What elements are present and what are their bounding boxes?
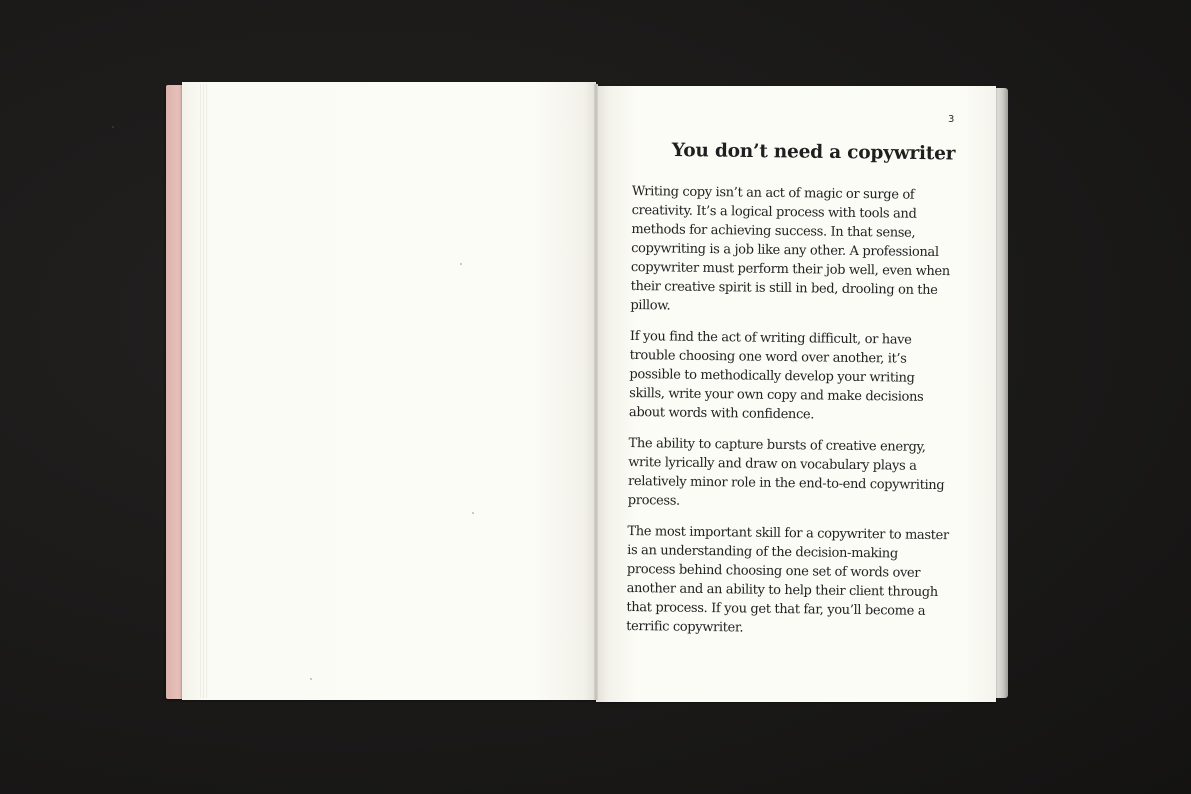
left-page-blank [182,82,596,700]
paper-speck [472,512,474,514]
page-number: 3 [948,114,955,125]
paragraph-1: Writing copy isn’t an act of magic or surge of creativity. It’s a logical process with tools and methods for achieving success. In that sense, copywriting is a job like any other. A professional copywriter must perform their job well, even when their creative spirit is still in bed, drooling on the pillow. [630,183,950,314]
paper-speck [310,678,312,680]
paragraph-3: The ability to capture bursts of creative energy, write lyrically and draw on vocabulary plays a relatively minor role in the end-to-end copywriting process. [627,435,945,509]
left-page-edges [200,84,208,698]
paragraph-2: If you find the act of writing difficult, or have trouble choosing one word over another, it’s possible to methodically develop your writing skills, write your own copy and make decisions about words with confidence. [628,328,924,423]
paper-speck [460,263,462,265]
right-page-stack [996,88,1008,698]
backdrop-speck [112,126,114,128]
body-text [626,182,954,652]
chapter-title: You don’t need a copywriter [671,140,956,165]
paragraph-4: The most important skill for a copywriter to master is an understanding of the decision-making process behind choosing one set of words over another and an ability to help their client through that process. If you get that far, you’ll become a terrific copywriter. [626,523,949,636]
book-gutter [594,84,598,700]
